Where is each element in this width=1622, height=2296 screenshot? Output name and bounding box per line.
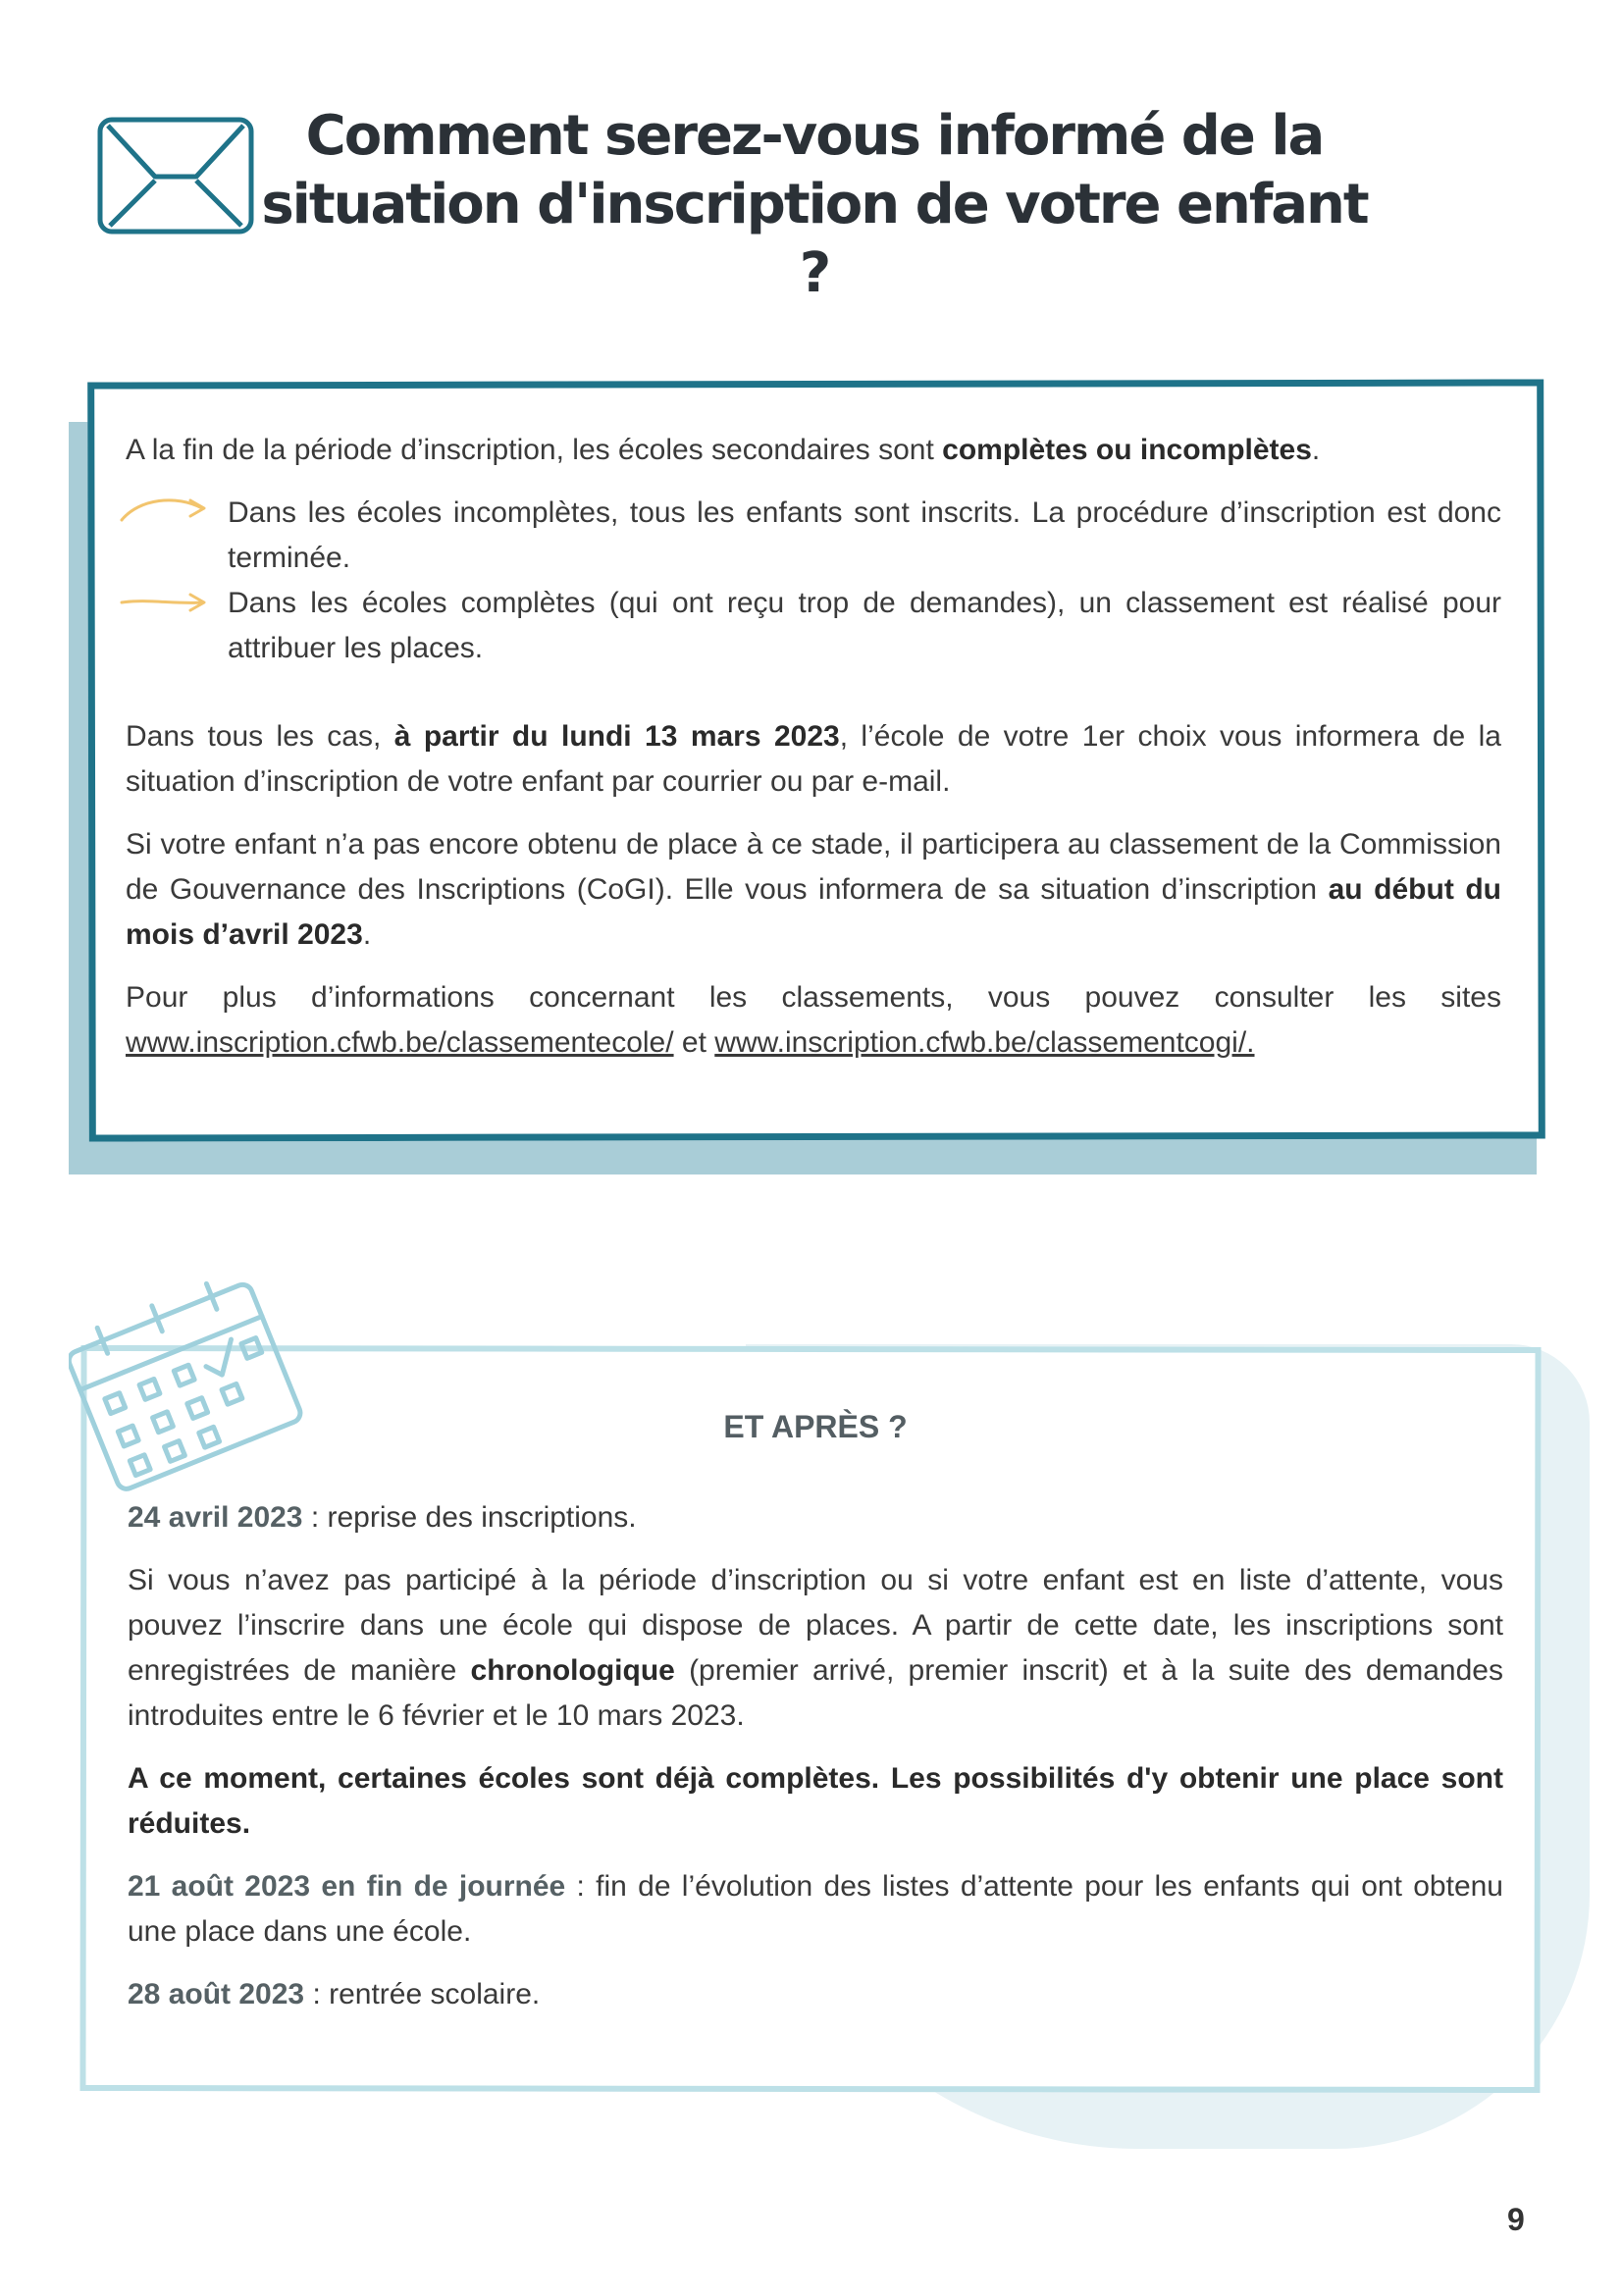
section-heading: ET APRÈS ? <box>723 1409 908 1444</box>
date-28-aout: 28 août 2023 : rentrée scolaire. <box>128 1978 541 2010</box>
title-line-2: situation d'inscription de votre enfant ? <box>261 173 1368 305</box>
bullet-completes: Dans les écoles complètes (qui ont reçu trop de demandes), un classement est réalisé pour attribuer les places. <box>126 581 1501 671</box>
warning-paragraph: A ce moment, certaines écoles sont déjà complètes. Les possibilités d'y obtenir une place sont réduites. <box>128 1762 1503 1840</box>
arrow-icon <box>120 491 210 544</box>
date-21-aout: 21 août 2023 en fin de journée : fin de l’évolution des listes d’attente pour les enfants qui ont obtenu une place dans une école. <box>128 1870 1503 1948</box>
page-number: 9 <box>1507 2202 1525 2237</box>
title-line-1: Comment serez-vous informé de la <box>305 104 1324 168</box>
intro-paragraph: A la fin de la période d’inscription, les écoles secondaires sont complètes ou incomplètes. <box>126 434 1321 466</box>
envelope-icon <box>96 116 255 240</box>
bullet-incompletes: Dans les écoles incomplètes, tous les enfants sont inscrits. La procédure d’inscription est donc terminée. <box>126 491 1501 581</box>
link-classement-cogi[interactable]: www.inscription.cfwb.be/classementcogi/. <box>714 1026 1255 1059</box>
links-paragraph: Pour plus d’informations concernant les classements, vous pouvez consulter les sites www.inscription.cfwb.be/classementecole/ et www.inscription.cfwb.be/classementcogi/. <box>126 981 1501 1059</box>
next-steps-content <box>128 1405 1503 2035</box>
link-classement-ecole[interactable]: www.inscription.cfwb.be/classementecole/ <box>126 1026 674 1059</box>
chronological-paragraph: Si vous n’avez pas participé à la période d’inscription ou si votre enfant est en liste d’attente, vous pouvez l’inscrire dans une école qui dispose de places. A partir de cette date, les inscriptions sont enregistrées de manière chronologique (premier arrivé, premier inscrit) et à la suite des demandes introduites entre le 6 février et le 10 mars 2023. <box>128 1564 1503 1732</box>
page-title <box>255 102 1374 308</box>
info-box-content <box>126 428 1501 1083</box>
date-paragraph: Dans tous les cas, à partir du lundi 13 mars 2023, l’école de votre 1er choix vous informera de la situation d’inscription de votre enfant par courrier ou par e-mail. <box>126 720 1501 798</box>
cogi-paragraph: Si votre enfant n’a pas encore obtenu de place à ce stade, il participera au classement de la Commission de Gouvernance des Inscriptions (CoGI). Elle vous informera de sa situation d’inscription au début du mois d’avril 2023. <box>126 828 1502 951</box>
arrow-icon <box>120 581 210 634</box>
date-24-avril: 24 avril 2023 : reprise des inscriptions. <box>128 1501 637 1534</box>
